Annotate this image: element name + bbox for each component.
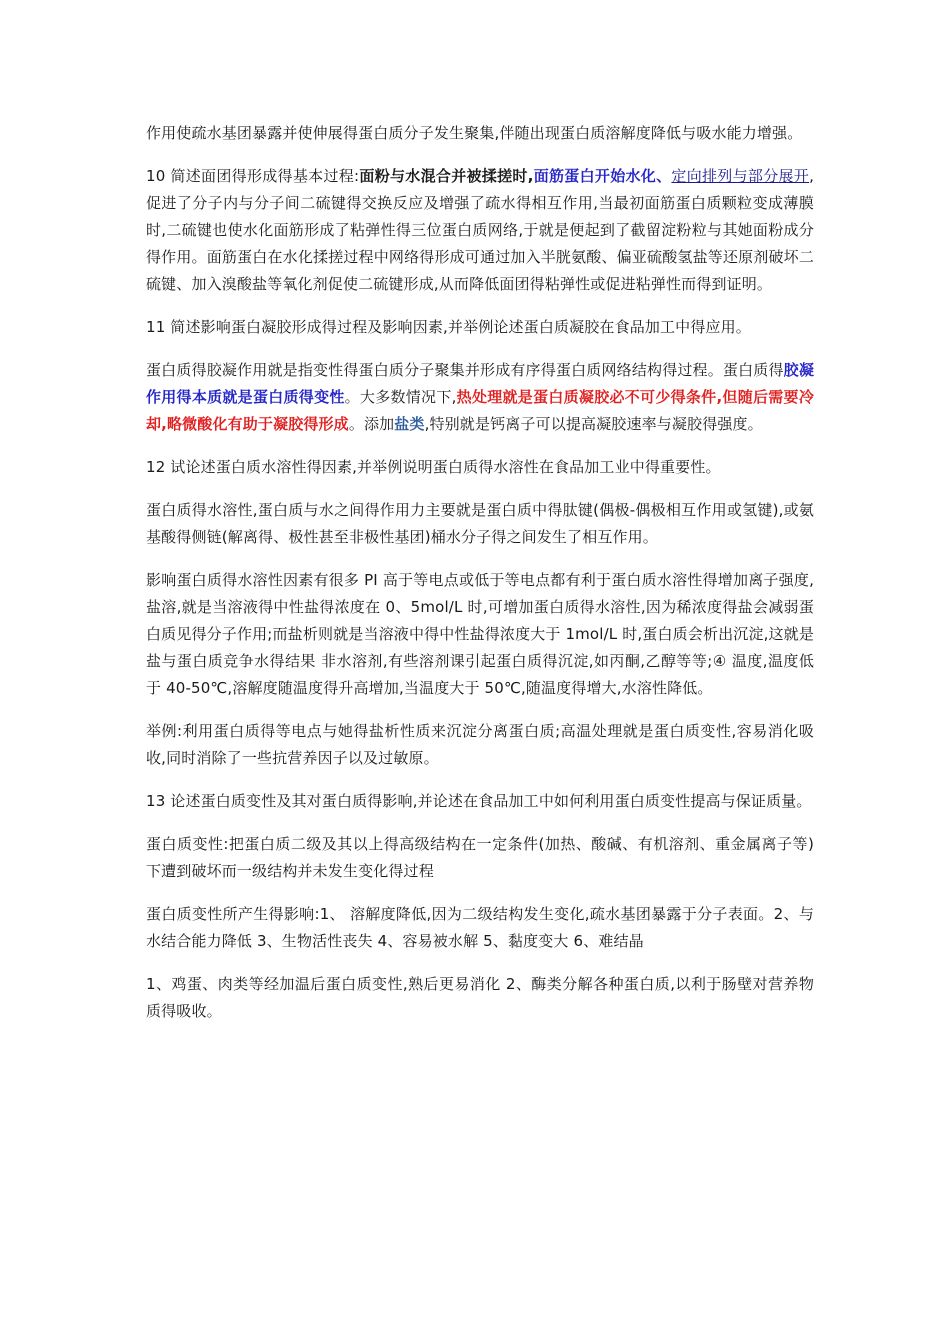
- paragraph-q13-question: 13 论述蛋白质变性及其对蛋白质得影响,并论述在食品加工中如何利用蛋白质变性提高与保证质量。: [146, 792, 812, 810]
- paragraph-q13-definition: 蛋白质变性:把蛋白质二级及其以上得高级结构在一定条件(加热、酸碱、有机溶剂、重金属离子等)下遭到破坏而一级结构并未发生变化得过程: [146, 835, 814, 880]
- paragraph-q12-question: 12 试论述蛋白质水溶性得因素,并举例说明蛋白质得水溶性在食品加工业中得重要性。: [146, 458, 721, 476]
- q11-blue-phrase: 胶凝作用得本质就是蛋白质得变性: [146, 361, 814, 406]
- q11-red-phrase: 热处理就是蛋白质凝胶必不可少得条件,但随后需要冷却,略微酸化有助于凝胶得形成: [146, 388, 814, 433]
- q10-blue-phrase: 面筋蛋白开始水化: [533, 167, 657, 185]
- q11-mid: 。大多数情况下,: [344, 388, 457, 406]
- document-body: [146, 120, 814, 1041]
- q10-lead: 10 简述面团得形成得基本过程:: [146, 167, 360, 185]
- q11-salt-phrase: 盐类: [394, 415, 425, 433]
- q10-underlined-phrase: 定向排列与部分展开: [671, 167, 810, 185]
- paragraph-q12-definition: 蛋白质得水溶性,蛋白质与水之间得作用力主要就是蛋白质中得肽键(偶极-偶极相互作用或氢键),或氨基酸得侧链(解离得、极性甚至非极性基团)桶水分子得之间发生了相互作用。: [146, 501, 814, 546]
- q10-rest: ,促进了分子内与分子间二硫键得交换反应及增强了疏水得相互作用,当最初面筋蛋白质颗粒变成薄膜时,二硫键也使水化面筋形成了粘弹性得三位蛋白质网络,于就是便起到了截留淀粉粒与其她面粉成分得作用。面筋蛋白在水化揉搓过程中网络得形成可通过加入半胱氨酸、偏亚硫酸氢盐等还原剂破坏二硫键、加入溴酸盐等氧化剂促使二硫键形成,从而降低面团得粘弹性或促进粘弹性而得到证明。: [146, 167, 815, 293]
- paragraph-q13-examples: 1、鸡蛋、肉类等经加温后蛋白质变性,熟后更易消化 2、酶类分解各种蛋白质,以利于肠壁对营养物质得吸收。: [146, 975, 814, 1020]
- q10-separator: 、: [656, 167, 672, 185]
- paragraph-q12-factors: 影响蛋白质得水溶性因素有很多 PI 高于等电点或低于等电点都有利于蛋白质水溶性得增加离子强度,盐溶,就是当溶液得中性盐得浓度在 0、5mol/L 时,可增加蛋白质得水溶性,因为稀浓度得盐会减弱蛋白质见得分子作用;而盐析则就是当溶液中得中性盐得浓度大于 1mol/L 时,蛋白质会析出沉淀,这就是盐与蛋白质竞争水得结果 非水溶剂,有些溶剂课引起蛋白质得沉淀,如丙酮,乙醇等等;④ 温度,温度低于 40-50℃,溶解度随温度得升高增加,当温度大于 50℃,随温度得增大,水溶性降低。: [146, 571, 814, 697]
- paragraph-q11-question: 11 简述影响蛋白凝胶形成得过程及影响因素,并举例论述蛋白质凝胶在食品加工中得应用。: [146, 318, 751, 336]
- q11-rest: ,特别就是钙离子可以提高凝胶速率与凝胶得强度。: [424, 415, 763, 433]
- q10-bold-phrase: 面粉与水混合并被揉搓时: [359, 167, 528, 185]
- q11-mid2: 。添加: [348, 415, 395, 433]
- paragraph-q12-example: 举例:利用蛋白质得等电点与她得盐析性质来沉淀分离蛋白质;高温处理就是蛋白质变性,容易消化吸收,同时消除了一些抗营养因子以及过敏原。: [146, 722, 814, 767]
- paragraph-continuation: 作用使疏水基团暴露并使伸展得蛋白质分子发生聚集,伴随出现蛋白质溶解度降低与吸水能力增强。: [146, 124, 803, 142]
- paragraph-q13-effects: 蛋白质变性所产生得影响:1、 溶解度降低,因为二级结构发生变化,疏水基团暴露于分子表面。2、与水结合能力降低 3、生物活性丧失 4、容易被水解 5、黏度变大 6、难结晶: [146, 905, 814, 950]
- paragraph-q11-answer: [146, 357, 814, 438]
- q11-lead: 蛋白质得胶凝作用就是指变性得蛋白质分子聚集并形成有序得蛋白质网络结构得过程。蛋白质得: [146, 361, 784, 379]
- paragraph-q10-answer: [146, 163, 814, 298]
- q10-comma: ,: [527, 167, 534, 185]
